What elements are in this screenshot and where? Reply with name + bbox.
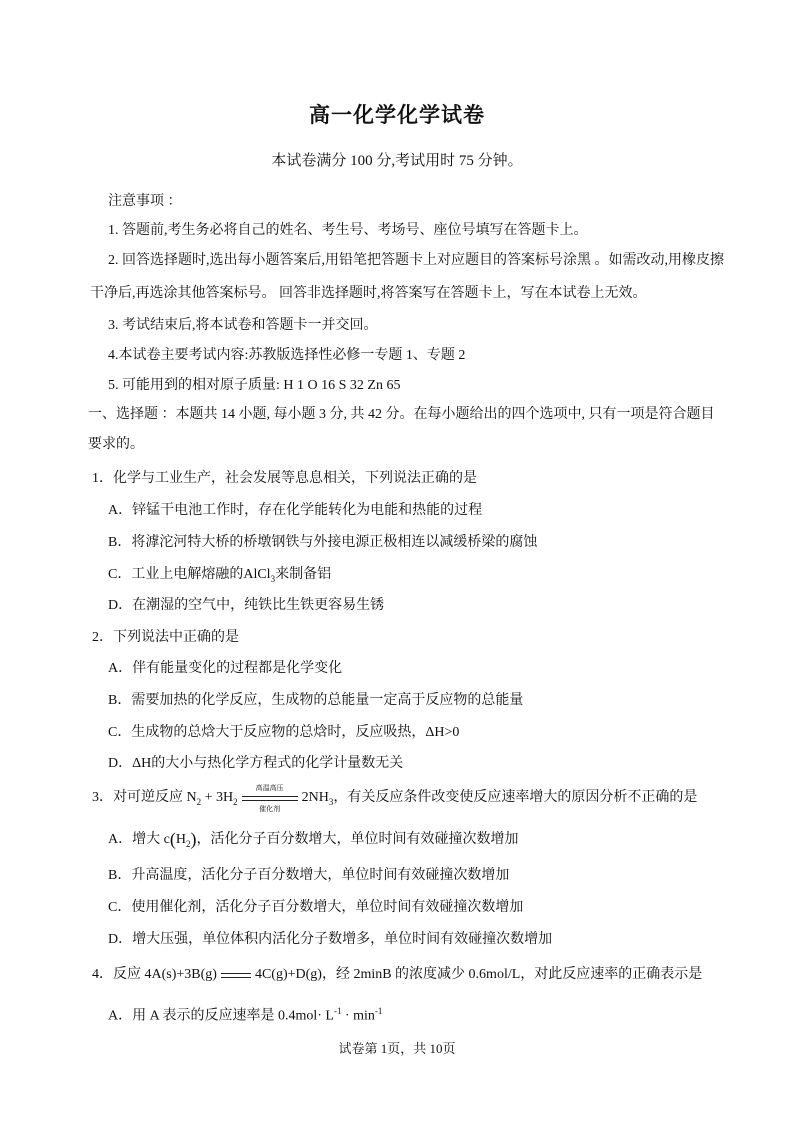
- note-item: 5. 可能用到的相对原子质量: H 1 O 16 S 32 Zn 65: [108, 378, 401, 393]
- question-1-stem: 1．化学与工业生产，社会发展等息息相关，下列说法正确的是: [92, 471, 477, 486]
- subscript: 3: [270, 573, 276, 584]
- arrow-condition-top: 高温高压: [255, 783, 284, 792]
- text: · min: [341, 1008, 375, 1024]
- subscript: 2: [185, 838, 191, 849]
- equilibrium-arrow-icon: [219, 968, 253, 982]
- subscript: 2: [233, 796, 238, 807]
- question-1-option-c: [108, 566, 331, 588]
- equilibrium-arrow-icon: [240, 783, 300, 813]
- question-4-option-a: [108, 1002, 382, 1026]
- question-2-option-b: B．需要加热的化学反应，生成物的总能量一定高于反应物的总能量: [108, 693, 524, 708]
- text: C．生成物的总焓大于反应物的总焓时，反应吸热，: [108, 725, 426, 740]
- note-item: 1. 答题前,考生务必将自己的姓名、考生号、考场号、座位号填写在答题卡上。: [108, 223, 588, 238]
- text: 4．反应 4A(s)+3B(g): [92, 967, 217, 982]
- text: 4C(g)+D(g)，经 2minB 的浓度减少 0.6mol/L，对此反应速率的正确表示是: [254, 967, 703, 982]
- text: + 3H: [201, 790, 234, 805]
- superscript: -1: [333, 1006, 342, 1016]
- question-2-option-c: [108, 724, 459, 742]
- subscript: 3: [328, 796, 334, 807]
- page-title: 高一化学化学试卷: [309, 103, 485, 127]
- arrow-condition-bottom: 催化剂: [259, 804, 281, 813]
- question-3-stem: [92, 783, 698, 813]
- question-3-option-b: B．升高温度，活化分子百分数增大，单位时间有效碰撞次数增加: [108, 868, 510, 883]
- question-1-option-b: B．将滹沱河特大桥的桥墩钢铁与外接电源正极相连以减缓桥梁的腐蚀: [108, 535, 538, 550]
- notes-heading: 注意事项 ：: [108, 194, 182, 209]
- question-3-option-d: D．增大压强，单位体积内活化分子数增多，单位时间有效碰撞次数增加: [108, 932, 553, 947]
- text: C．工业上电解熔融的: [108, 567, 244, 582]
- text: 的大小与热化学方程式的化学计量数无关: [151, 756, 404, 771]
- text: ，有关反应条件改变使反应速率增大的原因分析不正确的是: [333, 790, 698, 805]
- question-1-option-d: D．在潮湿的空气中，纯铁比生铁更容易生锈: [108, 598, 385, 613]
- question-2-option-a: A．伴有能量变化的过程都是化学变化: [108, 661, 343, 676]
- note-item: 4.本试卷主要考试内容:苏教版选择性必修一专题 1、专题 2: [108, 348, 466, 363]
- text: D．: [108, 756, 133, 771]
- text: 2NH: [301, 790, 329, 805]
- subscript: 2: [196, 796, 202, 807]
- note-item: 2. 回答选择题时,选出每小题答案后,用铅笔把答题卡上对应题目的答案标号涂黑 。如需改动,用橡皮擦: [108, 253, 724, 268]
- exam-info: 本试卷满分 100 分,考试用时 75 分钟。: [271, 153, 523, 169]
- question-2-stem: 2．下列说法中正确的是: [92, 630, 239, 645]
- text: ，活化分子百分数增大，单位时间有效碰撞次数增加: [196, 832, 519, 847]
- formula: H: [175, 832, 186, 847]
- section-heading: 一、选择题 ：本题共 14 小题, 每小题 3 分, 共 42 分。在每小题给出的四个选项中, 只有一项是符合题目: [88, 407, 715, 422]
- formula: ΔH>0: [425, 725, 460, 740]
- note-item: 3. 考试结束后,将本试卷和答题卡一并交回。: [108, 318, 378, 333]
- section-heading-cont: 要求的。: [88, 437, 144, 452]
- formula: ΔH: [132, 756, 152, 771]
- question-4-stem: [92, 966, 702, 984]
- text: A．用 A 表示的反应速率是 0.4mol· L: [108, 1008, 334, 1024]
- question-3-option-c: C．使用催化剂，活化分子百分数增大，单位时间有效碰撞次数增加: [108, 900, 524, 915]
- question-3-option-a: A．增大 $c(H_2)$，活化分子百分数增大，单位时间有效碰撞次数增加: [108, 829, 519, 849]
- note-item: 干净后,再选涂其他答案标号。 回答非选择题时,将答案写在答题卡上，写在本试卷上无效。: [90, 286, 647, 301]
- question-2-option-d: [108, 755, 403, 773]
- question-1-option-a: A．锌锰干电池工作时，存在化学能转化为电能和热能的过程: [108, 503, 483, 518]
- text: 来制备铝: [275, 567, 332, 582]
- page-footer: 试卷第 1页，共 10页: [338, 1041, 456, 1056]
- formula: AlCl: [243, 567, 271, 582]
- text: A．增大 c: [108, 832, 170, 847]
- text: 3．对可逆反应 N: [92, 790, 197, 805]
- superscript: -1: [374, 1006, 383, 1016]
